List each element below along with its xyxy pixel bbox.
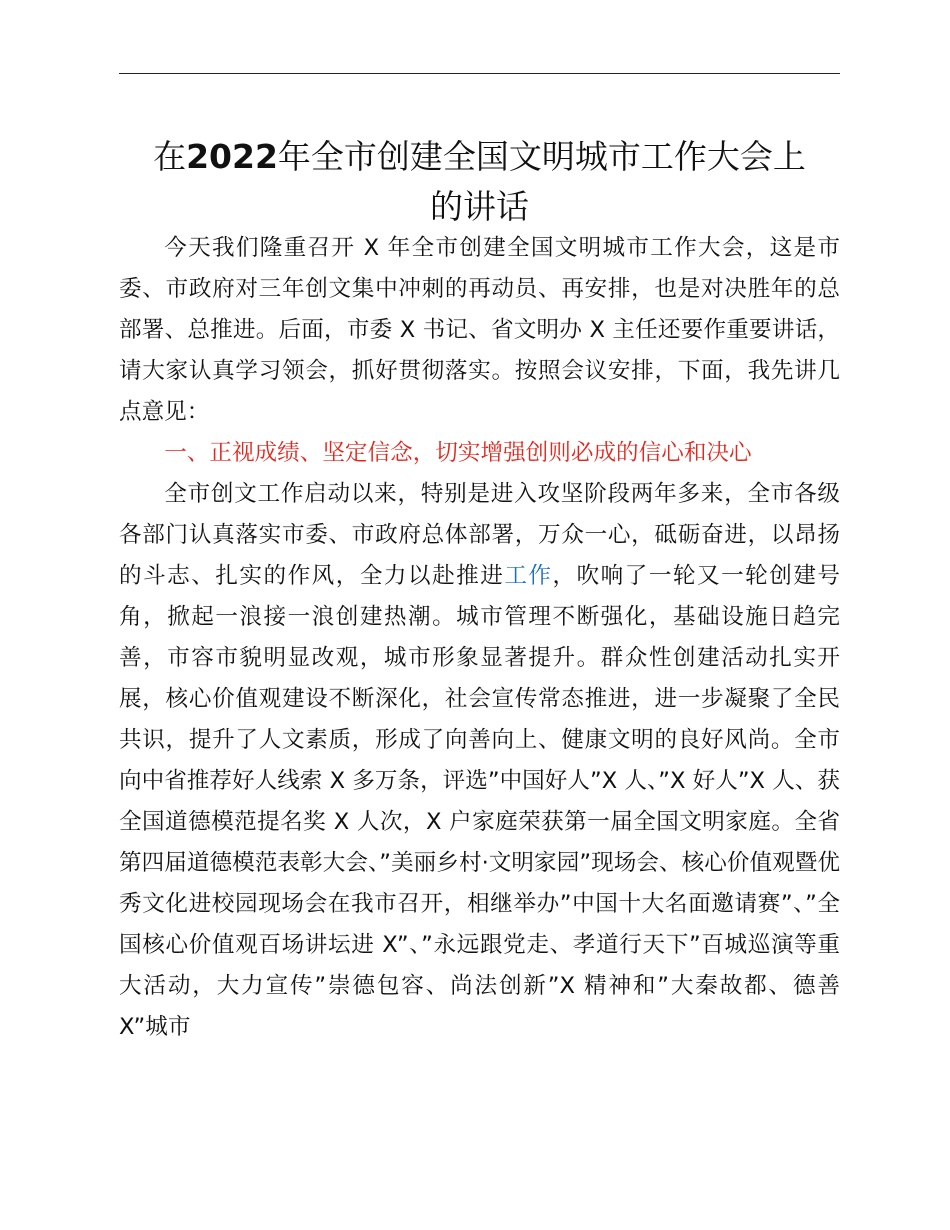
title-prefix: 在 (153, 137, 187, 176)
section-heading-1: 一、正视成绩、坚定信念，切实增强创则必成的信心和决心 (164, 440, 752, 466)
work-link[interactable]: 工作 (504, 563, 553, 589)
title-line2: 的讲话 (430, 187, 529, 226)
title-line1-rest: 年全市创建全国文明城市工作大会上 (277, 137, 806, 176)
document-body (119, 228, 840, 1048)
paragraph-achievements-text-a: 全市创文工作启动以来，特别是进入攻坚阶段两年多来，全市各级各部门认真落实市委、市政府总体部署，万众一心，砥砺奋进，以昂扬的斗志、扎实的作风，全力以赴推进 (119, 481, 840, 589)
paragraph-intro: 今天我们隆重召开 X 年全市创建全国文明城市工作大会，这是市委、市政府对三年创文集中冲刺的再动员、再安排，也是对决胜年的总部署、总推进。后面，市委 X 书记、省文明办 X 主任还要作重要讲话，请大家认真学习领会，抓好贯彻落实。按照会议安排，下面，我先讲几点意见： (119, 235, 840, 425)
header-rule (119, 73, 840, 74)
paragraph-achievements (119, 474, 840, 1048)
title-year: 2022 (186, 137, 278, 176)
paragraph-achievements-text-b: ，吹响了一轮又一轮创建号角，掀起一浪接一浪创建热潮。城市管理不断强化，基础设施日趋完善，市容市貌明显改观，城市形象显著提升。群众性创建活动扎实开展，核心价值观建设不断深化，社会宣传常态推进，进一步凝聚了全民共识，提升了人文素质，形成了向善向上、健康文明的良好风尚。全市向中省推荐好人线索 X 多万条，评选”中国好人”X 人、”X 好人”X 人、获全国道德模范提名奖 X 人次，X 户家庭荣获第一届全国文明家庭。全省第四届道德模范表彰大会、”美丽乡村·文明家园”现场会、核心价值观暨优秀文化进校园现场会在我市召开，相继举办”中国十大名面邀请赛”、”全国核心价值观百场讲坛进 X”、”永远跟党走、孝道行天下”百城巡演等重大活动，大力宣传”崇德包容、尚法创新”X 精神和”大秦故都、德善 X”城市 (119, 563, 841, 1040)
document-title (119, 132, 840, 232)
